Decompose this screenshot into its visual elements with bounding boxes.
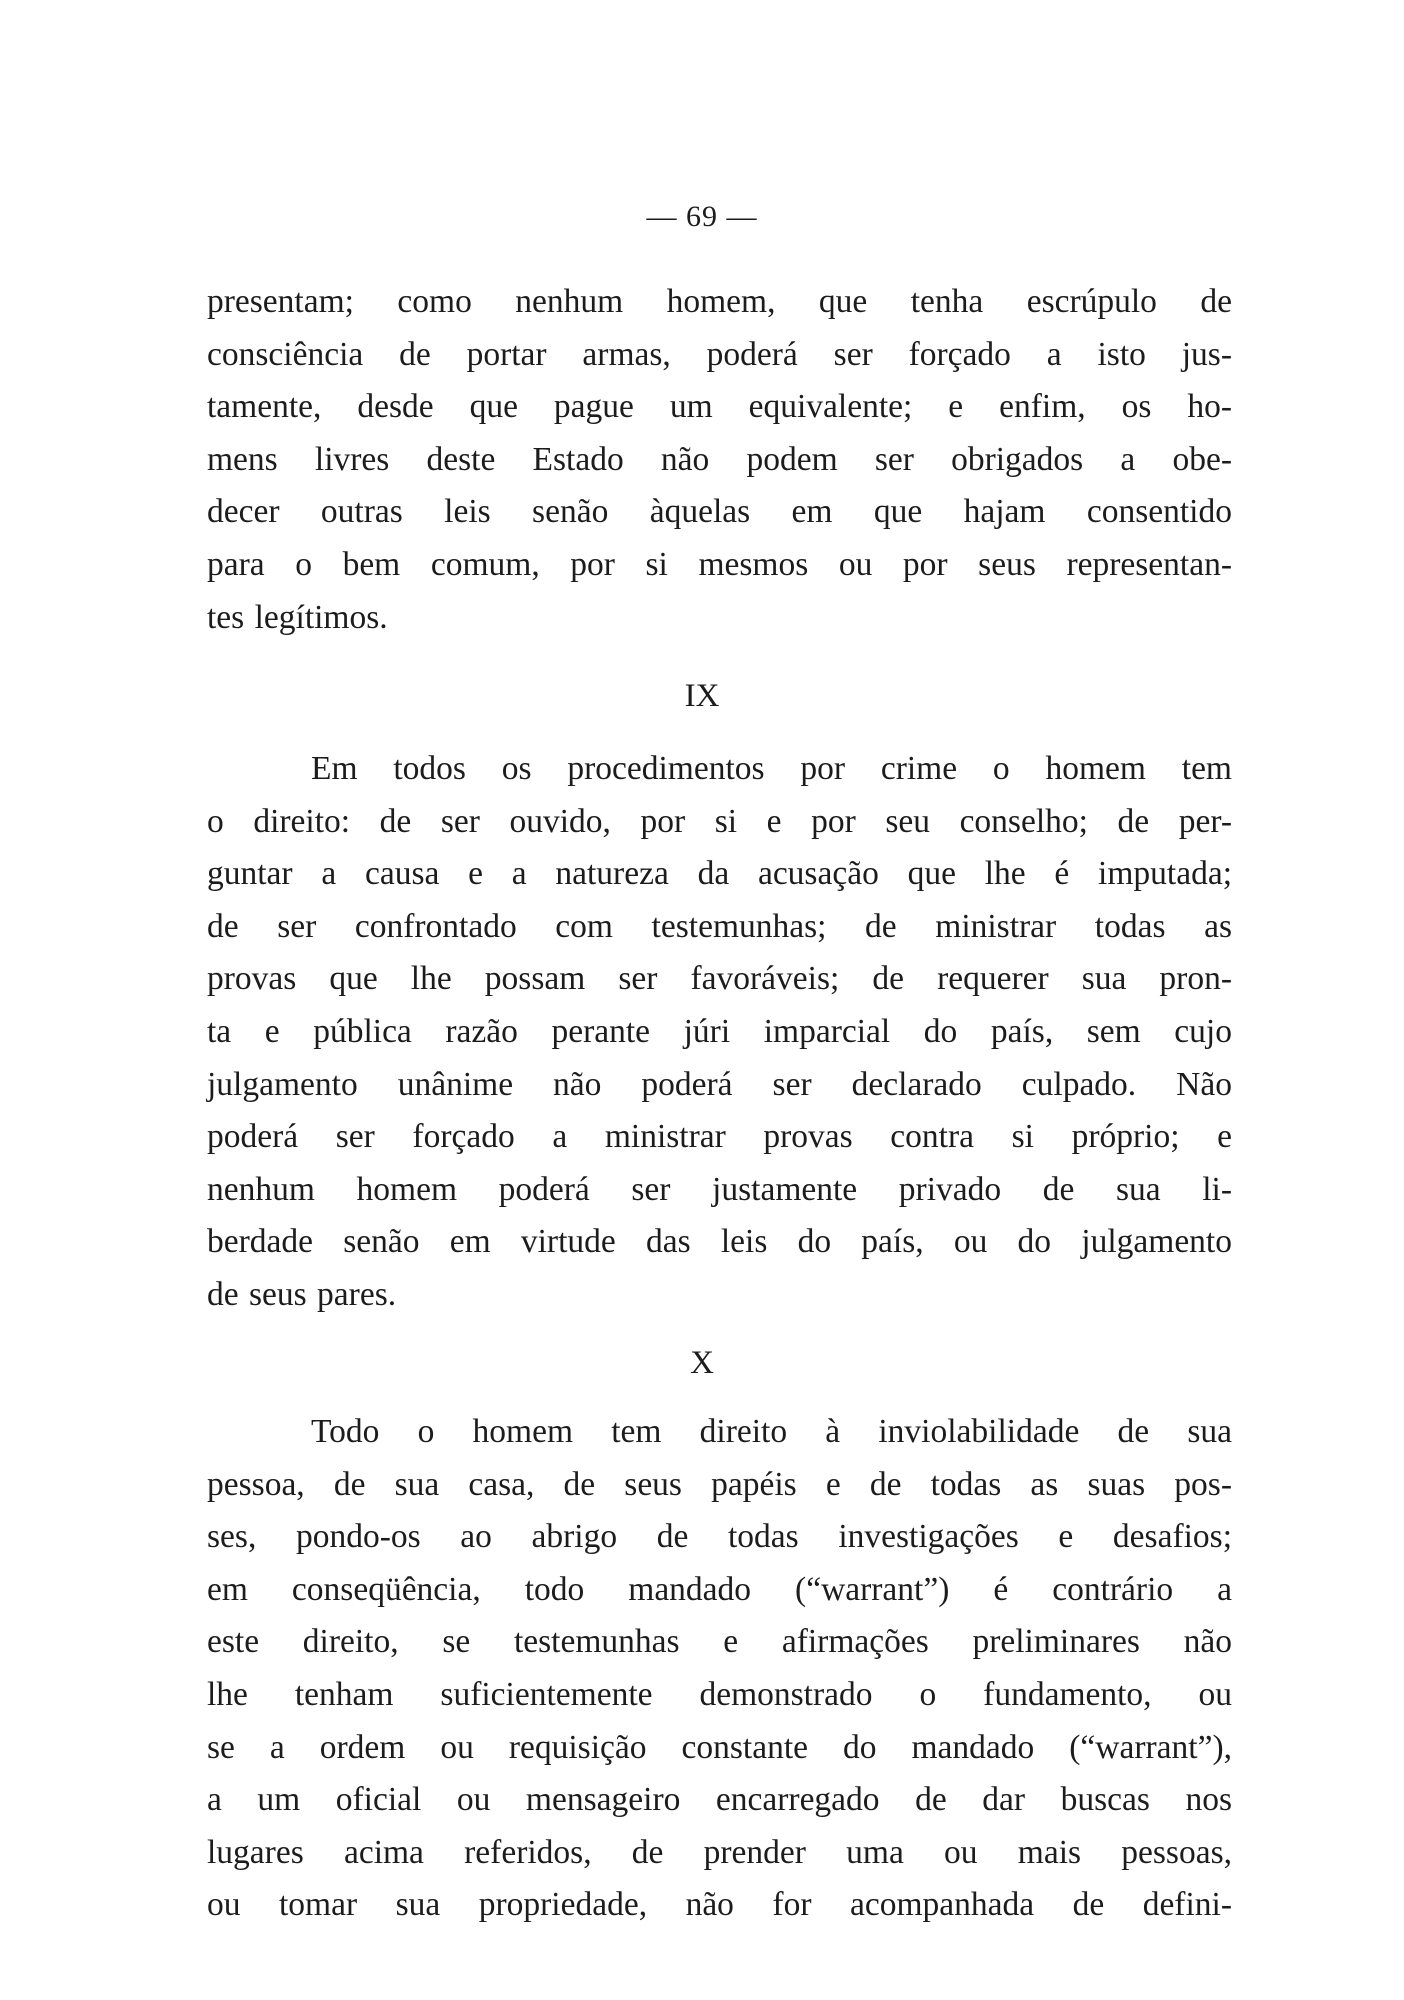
text-line: lhe tenham suficientemente demonstrado o fundamento, ou xyxy=(207,1675,1232,1713)
text-line: ta e pública razão perante júri imparcial do país, sem cujo xyxy=(207,1012,1232,1050)
text-line: o direito: de ser ouvido, por si e por seu conselho; de per- xyxy=(207,802,1232,840)
text-line: ou tomar sua propriedade, não for acompanhada de defini- xyxy=(207,1886,1232,1924)
section-heading-ix: IX xyxy=(684,678,720,714)
text-line: consciência de portar armas, poderá ser forçado a isto jus- xyxy=(207,335,1232,373)
section-heading-x: X xyxy=(690,1345,714,1381)
page-number: — 69 — xyxy=(646,200,758,233)
text-line: Todo o homem tem direito à inviolabilidade de sua xyxy=(311,1413,1232,1450)
text-line: ses, pondo-os ao abrigo de todas investigações e desafios; xyxy=(207,1518,1232,1556)
paragraph-continuation xyxy=(207,276,1232,644)
text-line: provas que lhe possam ser favoráveis; de requerer sua pron- xyxy=(207,960,1232,998)
text-line: em conseqüência, todo mandado (“warrant”) é contrário a xyxy=(207,1570,1232,1608)
text-line: decer outras leis senão àquelas em que hajam consentido xyxy=(207,493,1232,531)
text-line: tes legítimos. xyxy=(207,598,388,636)
paragraph-section-ix xyxy=(207,743,1232,1322)
text-line: este direito, se testemunhas e afirmações preliminares não xyxy=(207,1623,1232,1661)
text-line: tamente, desde que pague um equivalente; e enfim, os ho- xyxy=(207,388,1232,426)
text-line: berdade senão em virtude das leis do país, ou do julgamento xyxy=(207,1223,1232,1261)
text-line: para o bem comum, por si mesmos ou por seus representan- xyxy=(207,545,1232,583)
text-line: julgamento unânime não poderá ser declarado culpado. Não xyxy=(207,1065,1232,1103)
text-line: se a ordem ou requisição constante do mandado (“warrant”), xyxy=(207,1728,1232,1766)
text-line: guntar a causa e a natureza da acusação que lhe é imputada; xyxy=(207,855,1232,893)
text-line: de ser confrontado com testemunhas; de ministrar todas as xyxy=(207,907,1232,945)
text-line: poderá ser forçado a ministrar provas contra si próprio; e xyxy=(207,1118,1232,1156)
text-line: presentam; como nenhum homem, que tenha escrúpulo de xyxy=(207,283,1232,320)
text-line: lugares acima referidos, de prender uma ou mais pessoas, xyxy=(207,1833,1232,1871)
text-line: mens livres deste Estado não podem ser obrigados a obe- xyxy=(207,440,1232,478)
text-line: a um oficial ou mensageiro encarregado de dar buscas nos xyxy=(207,1781,1232,1819)
text-line: pessoa, de sua casa, de seus papéis e de todas as suas pos- xyxy=(207,1465,1232,1503)
text-line: Em todos os procedimentos por crime o homem tem xyxy=(311,750,1232,787)
text-line: nenhum homem poderá ser justamente privado de sua li- xyxy=(207,1170,1232,1208)
text-line: de seus pares. xyxy=(207,1275,397,1313)
paragraph-section-x xyxy=(207,1406,1232,1932)
